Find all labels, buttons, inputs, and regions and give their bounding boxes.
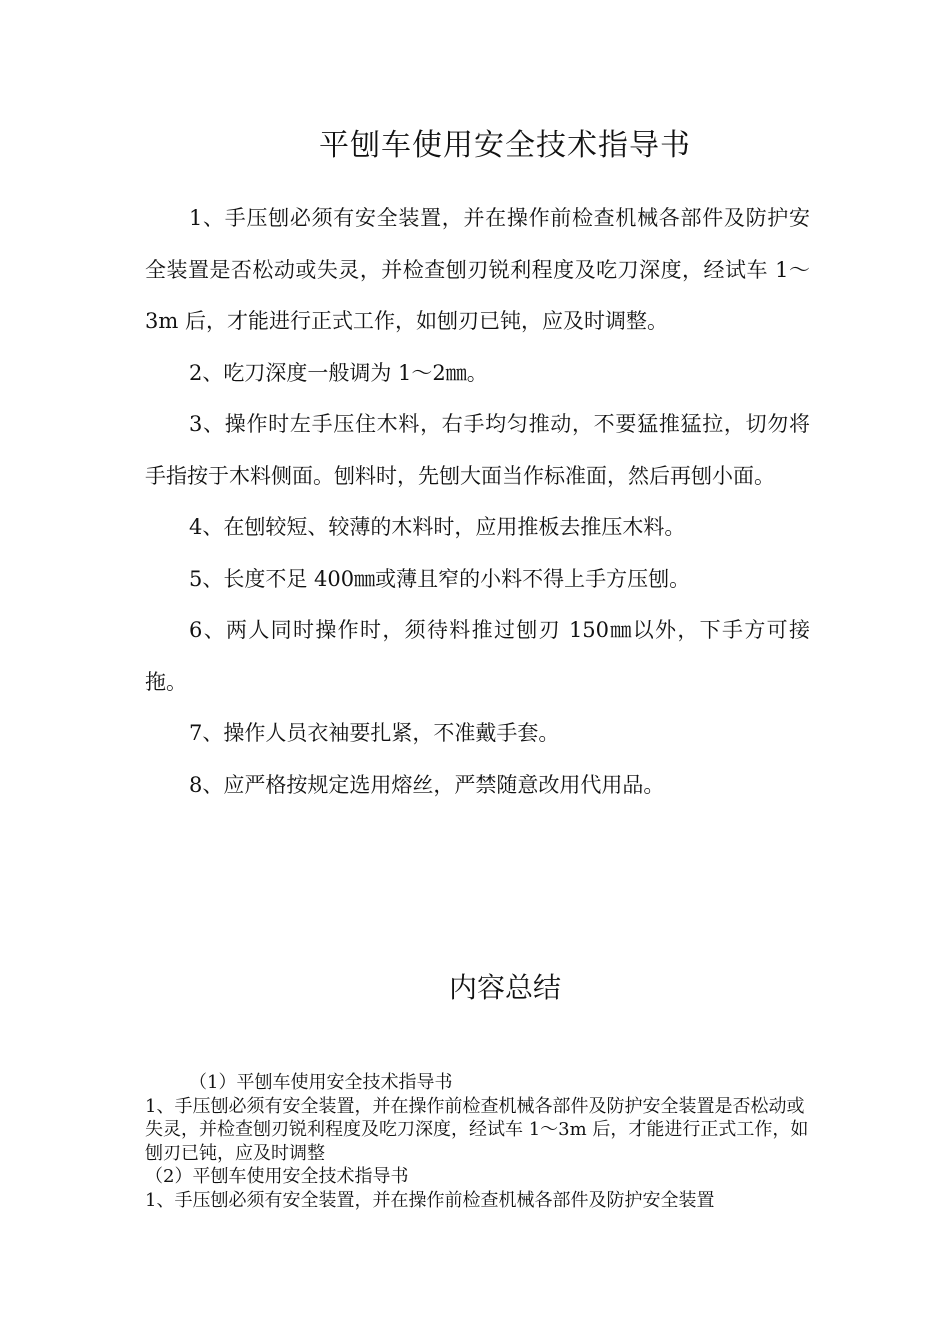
paragraph-4: 4、在刨较短、较薄的木料时，应用推板去推压木料。 <box>189 515 686 539</box>
paragraph-8: 8、应严格按规定选用熔丝，严禁随意改用代用品。 <box>189 772 665 797</box>
paragraph-2: 2、吃刀深度一般调为 1～2㎜。 <box>189 360 488 385</box>
paragraph-1: 1、手压刨必须有安全装置，并在操作前检查机械各部件及防护安全装置是否松动或失灵，并检查刨刃锐利程度及吃刀深度，经试车 1～3m 后，才能进行正式工作，如刨刃已钝，应及时调整。 <box>145 206 810 333</box>
summary-heading-1: （1）平刨车使用安全技术指导书 <box>189 1072 453 1093</box>
paragraph-6: 6、两人同时操作时，须待料推过刨刃 150㎜以外，下手方可接拖。 <box>145 618 810 694</box>
paragraph-7: 7、操作人员衣袖要扎紧，不准戴手套。 <box>189 721 560 745</box>
summary-title: 内容总结 <box>448 971 561 1004</box>
summary-section <box>145 1071 810 1212</box>
summary-text-1: 1、手压刨必须有安全装置，并在操作前检查机械各部件及防护安全装置是否松动或失灵，并检查刨刃锐利程度及吃刀深度，经试车 1～3m 后，才能进行正式工作，如刨刃已钝，应及时调整 <box>145 1095 809 1164</box>
summary-text-2: 1、手压刨必须有安全装置，并在操作前检查机械各部件及防护安全装置 <box>145 1189 715 1211</box>
document-body <box>145 193 810 811</box>
paragraph-5: 5、长度不足 400㎜或薄且窄的小料不得上手方压刨。 <box>189 566 691 591</box>
summary-heading-2: （2）平刨车使用安全技术指导书 <box>145 1166 409 1187</box>
document-title: 平刨车使用安全技术指导书 <box>319 128 691 163</box>
paragraph-3: 3、操作时左手压住木料，右手均匀推动，不要猛推猛拉，切勿将手指按于木料侧面。刨料时，先刨大面当作标准面，然后再刨小面。 <box>145 412 810 488</box>
